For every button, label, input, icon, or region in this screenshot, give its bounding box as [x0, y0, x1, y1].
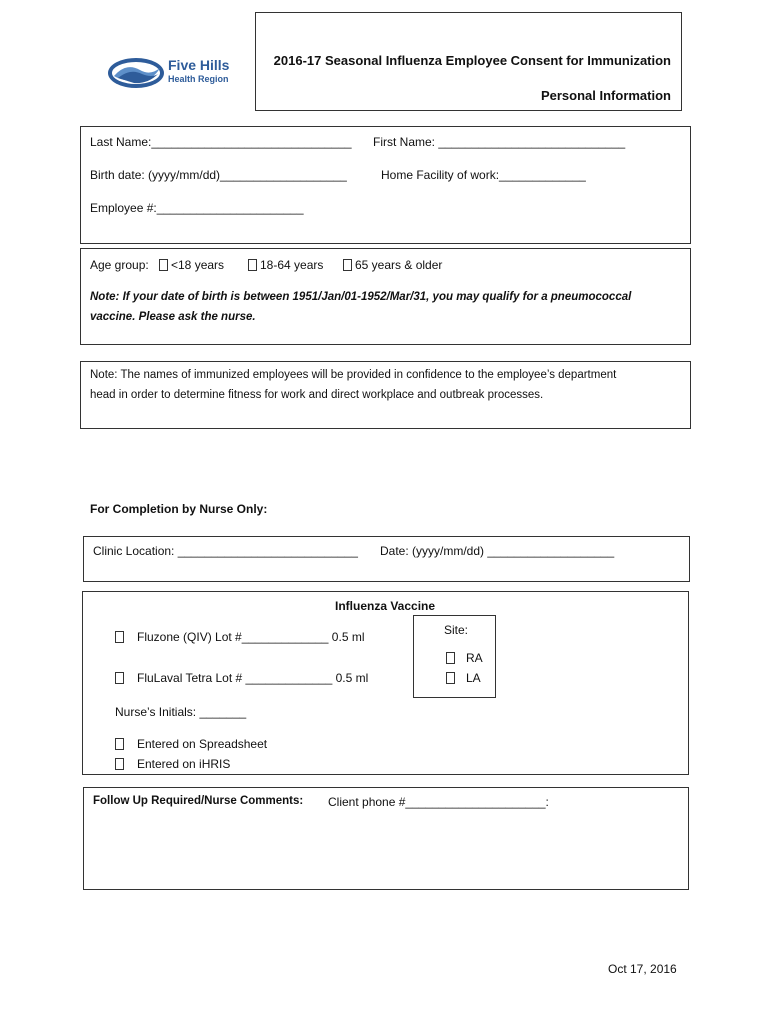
personal-info-section	[80, 126, 691, 244]
age-option-65-plus[interactable]: 65 years & older	[343, 258, 442, 272]
employee-number-field[interactable]: Employee #:______________________	[90, 201, 304, 215]
site-label: Site:	[444, 623, 469, 637]
client-phone-field[interactable]: Client phone #_____________________:	[328, 795, 549, 809]
entered-spreadsheet-option[interactable]: Entered on Spreadsheet	[115, 737, 267, 751]
flulaval-option[interactable]: FluLaval Tetra Lot # _____________ 0.5 ml	[115, 671, 368, 685]
checkbox-icon[interactable]	[115, 758, 124, 770]
clinic-section	[83, 536, 690, 582]
footer-date: Oct 17, 2016	[608, 962, 677, 976]
confidentiality-note-section	[80, 361, 691, 429]
checkbox-icon[interactable]	[115, 631, 124, 643]
form-subtitle: Personal Information	[540, 88, 671, 103]
follow-up-label: Follow Up Required/Nurse Comments:	[93, 795, 304, 807]
five-hills-logo	[106, 54, 246, 92]
site-la-option[interactable]: LA	[446, 671, 481, 685]
clinic-location-field[interactable]: Clinic Location: ___________________________	[93, 544, 358, 558]
birth-date-field[interactable]: Birth date: (yyyy/mm/dd)___________________	[90, 168, 347, 182]
checkbox-icon[interactable]	[446, 672, 455, 684]
site-box	[413, 615, 496, 698]
age-group-label: Age group:	[90, 258, 149, 272]
checkbox-icon[interactable]	[446, 652, 455, 664]
checkbox-icon[interactable]	[115, 672, 124, 684]
age-option-under-18[interactable]: <18 years	[159, 258, 224, 272]
checkbox-icon[interactable]	[159, 259, 168, 271]
site-ra-option[interactable]: RA	[446, 651, 483, 665]
age-group-section	[80, 248, 691, 345]
form-title: 2016-17 Seasonal Influenza Employee Consent for Immunization	[273, 53, 671, 68]
age-option-18-64[interactable]: 18-64 years	[248, 258, 323, 272]
first-name-field[interactable]: First Name: ____________________________	[373, 135, 626, 149]
home-facility-field[interactable]: Home Facility of work:_____________	[381, 168, 586, 182]
pneumococcal-note-line1: Note: If your date of birth is between 1951/Jan/01-1952/Mar/31, you may qualify for a pneumococcal	[90, 291, 632, 303]
title-box	[255, 12, 682, 111]
logo-text-line2: Health Region	[168, 74, 229, 84]
follow-up-section	[83, 787, 689, 890]
logo-text-line1: Five Hills	[168, 57, 230, 73]
pneumococcal-note-line2: vaccine. Please ask the nurse.	[90, 311, 256, 323]
entered-ihris-option[interactable]: Entered on iHRIS	[115, 757, 230, 771]
checkbox-icon[interactable]	[115, 738, 124, 750]
confidentiality-note-line1: Note: The names of immunized employees will be provided in confidence to the employee’s department	[90, 369, 617, 381]
nurse-section-heading: For Completion by Nurse Only:	[90, 502, 268, 516]
confidentiality-note-line2: head in order to determine fitness for work and direct workplace and outbreak processes.	[90, 389, 544, 401]
checkbox-icon[interactable]	[248, 259, 257, 271]
vaccine-heading: Influenza Vaccine	[335, 599, 436, 613]
clinic-date-field[interactable]: Date: (yyyy/mm/dd) ___________________	[380, 544, 615, 558]
influenza-vaccine-section	[82, 591, 689, 775]
last-name-field[interactable]: Last Name:______________________________	[90, 135, 352, 149]
fluzone-option[interactable]: Fluzone (QIV) Lot #_____________ 0.5 ml	[115, 630, 364, 644]
nurse-initials-field[interactable]: Nurse’s Initials: _______	[115, 705, 247, 719]
checkbox-icon[interactable]	[343, 259, 352, 271]
